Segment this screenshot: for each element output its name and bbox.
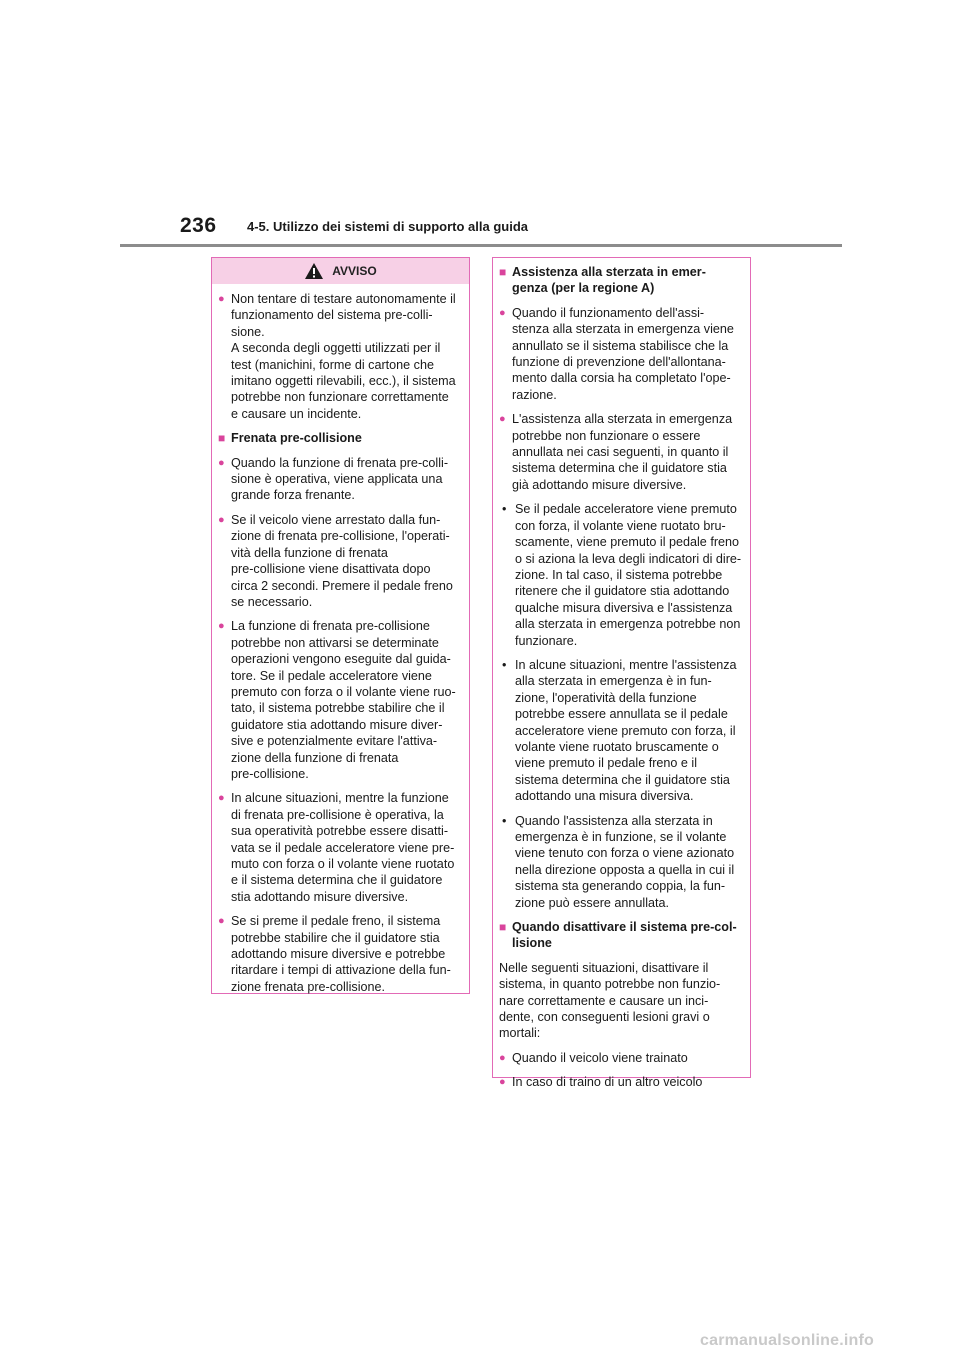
item-text: Quando il veicolo viene trainato — [512, 1050, 688, 1065]
warning-label: AVVISO — [332, 263, 377, 278]
square-bullet-icon: ■ — [218, 431, 226, 446]
list-item — [218, 512, 463, 610]
warning-triangle-icon — [304, 262, 324, 280]
dot-bullet-icon: • — [502, 813, 507, 828]
item-text: Quando l'assistenza alla sterzata in emergenza è in funzione, se il volante viene tenuto con forza o viene azionato nella direzione opposta a quella in cui il sistema sta generando coppia, la fun- zione può essere annullata. — [515, 813, 735, 910]
list-item — [218, 618, 463, 782]
section-heading — [218, 430, 463, 446]
circle-bullet-icon: ● — [218, 293, 225, 305]
item-text: Assistenza alla sterzata in emer- genza (per la regione A) — [512, 265, 706, 296]
section-heading — [499, 264, 744, 297]
circle-bullet-icon: ● — [218, 915, 225, 928]
warning-content — [212, 291, 469, 995]
circle-bullet-icon: ● — [218, 792, 225, 805]
list-item — [499, 305, 744, 403]
item-text: L'assistenza alla sterzata in emergenza potrebbe non funzionare o essere annullata nei casi seguenti, in quanto il sistema determina che il guidatore stia già adottando misure diversive. — [512, 412, 733, 492]
circle-bullet-icon: ● — [499, 1051, 506, 1064]
info-box — [492, 257, 751, 1090]
list-item — [218, 790, 463, 905]
list-item — [499, 813, 744, 911]
circle-bullet-icon: ● — [499, 413, 506, 426]
list-item — [499, 411, 744, 493]
list-item — [499, 1050, 744, 1066]
item-text: La funzione di frenata pre-collisione potrebbe non attivarsi se determinate operazioni vengono eseguite dal guida- tore. Se il pedale acceleratore viene premuto con forza o il volante viene ruo- tato, il sistema potrebbe stabilire che il guidatore stia adottando misure diver- sive e potenzialmente evitare l'attiva- zione della funzione di frenata pre-collisione. — [231, 619, 456, 781]
warning-box — [211, 257, 470, 994]
circle-bullet-icon: ● — [218, 456, 225, 469]
circle-bullet-icon: ● — [499, 306, 506, 319]
list-item — [499, 501, 744, 649]
item-text: Quando la funzione di frenata pre-colli- sione è operativa, viene applicata una grande forza frenante. — [231, 455, 449, 503]
list-item — [499, 657, 744, 805]
list-item — [499, 1074, 744, 1090]
header-divider — [120, 244, 842, 247]
square-bullet-icon: ■ — [499, 920, 507, 935]
item-text: In alcune situazioni, mentre la funzione di frenata pre-collisione è operativa, la sua operatività potrebbe essere disatti- vata se il pedale acceleratore viene pre- muto con forza o il volante viene ruotato e il sistema determina che il guidatore stia adottando misure diversive. — [231, 791, 455, 904]
dot-bullet-icon: • — [502, 502, 507, 517]
info-content — [493, 258, 750, 1091]
watermark-text: carmanualsonline.info — [700, 1332, 875, 1349]
dot-bullet-icon: • — [502, 657, 507, 672]
item-text: Se il pedale acceleratore viene premuto con forza, il volante viene ruotato bru- scamente, viene premuto il pedale freno o si aziona la leva degli indicatori di dire- zione. In tal caso, il sistema potrebbe ritenere che il guidatore stia adottando qualche misura diversiva e l'assistenza alla sterzata in emergenza potrebbe non funzionare. — [515, 502, 742, 648]
circle-bullet-icon: ● — [218, 620, 225, 633]
section-heading — [499, 919, 744, 952]
square-bullet-icon: ■ — [499, 265, 507, 279]
item-text: Se si preme il pedale freno, il sistema potrebbe stabilire che il guidatore stia adottando misure diversive e potrebbe ritardare i tempi di attivazione della fun- zione frenata pre-collisione. — [231, 914, 451, 994]
item-text: Se il veicolo viene arrestato dalla fun- zione di frenata pre-collisione, l'operati- vità della funzione di frenata pre-collisione viene disattivata dopo circa 2 secondi. Premere il pedale freno se necessario. — [231, 512, 453, 609]
item-text: Non tentare di testare autonomamente il funzionamento del sistema pre-colli- sione. A seconda degli oggetti utilizzati per il test (manichini, forme di cartone che imitano oggetti rilevabili, ecc.), il sistema potrebbe non funzionare correttamente e causare un incidente. — [231, 292, 456, 421]
item-text: Quando il funzionamento dell'assi- stenza alla sterzata in emergenza viene annullato se il sistema stabilisce che la funzione di prevenzione dell'allontana- mento dalla corsia ha completato l'ope- razione. — [512, 305, 734, 402]
item-text: In caso di traino di un altro veicolo — [512, 1075, 703, 1090]
item-text: Frenata pre-collisione — [231, 431, 362, 446]
circle-bullet-icon: ● — [218, 513, 225, 526]
item-text: Quando disattivare il sistema pre-col- lisione — [512, 920, 737, 951]
item-text: In alcune situazioni, mentre l'assistenza alla sterzata in emergenza è in fun- zione, l'operatività della funzione potrebbe essere annullata se il pedale acceleratore viene premuto con forza, il volante viene ruotato bruscamente o viene premuto il pedale freno e il sistema determina che il guidatore stia adottando una misura diversiva. — [515, 657, 737, 804]
list-item — [218, 291, 463, 422]
list-item — [218, 913, 463, 995]
page-number: 236 — [180, 214, 217, 237]
warning-header — [212, 258, 469, 284]
circle-bullet-icon: ● — [499, 1076, 506, 1089]
list-item — [218, 455, 463, 504]
paragraph: Nelle seguenti situazioni, disattivare il sistema, in quanto potrebbe non funzio- nare correttamente e causare un inci- dente, con conseguenti lesioni gravi o mortali: — [499, 960, 721, 1041]
chapter-title: 4-5. Utilizzo dei sistemi di supporto alla guida — [247, 219, 528, 234]
